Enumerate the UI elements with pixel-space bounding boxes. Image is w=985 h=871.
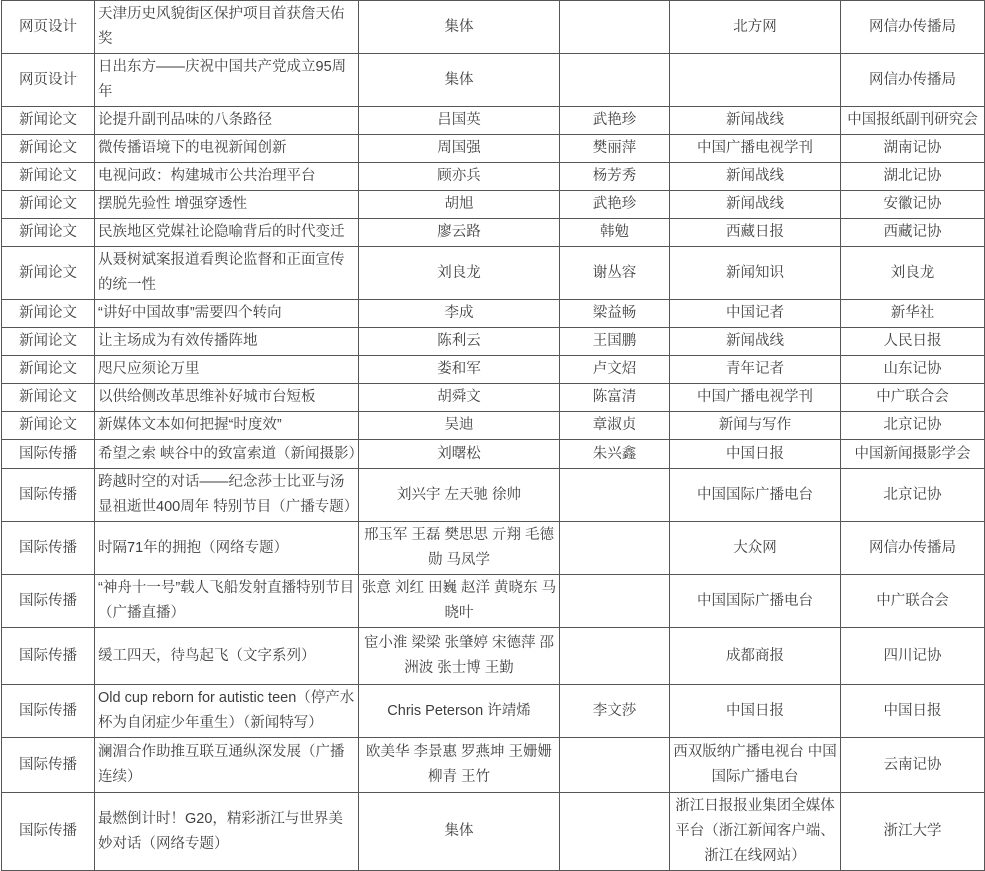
cell-title: 澜湄合作助推互联互通纵深发展（广播连续） [95,738,359,793]
cell-editors [560,469,670,522]
cell-recommender: 中国新闻摄影学会 [841,440,985,469]
cell-recommender: 北京记协 [841,412,985,440]
cell-authors: 周国强 [359,135,560,163]
cell-recommender: 中国日报 [841,685,985,738]
cell-title: 咫尺应须论万里 [95,356,359,384]
cell-category: 国际传播 [2,628,95,685]
table-row [2,107,985,135]
cell-publication: 中国广播电视学刊 [670,135,841,163]
table-row [2,793,985,871]
cell-category: 网页设计 [2,1,95,54]
cell-editors: 陈富清 [560,384,670,412]
cell-title: 希望之索 峡谷中的致富索道（新闻摄影） [95,440,359,469]
table-row [2,328,985,356]
cell-editors: 韩勉 [560,219,670,247]
cell-publication: 新闻战线 [670,191,841,219]
cell-publication: 浙江日报报业集团全媒体平台（浙江新闻客户端、浙江在线网站） [670,793,841,871]
table-row [2,163,985,191]
cell-authors: 集体 [359,793,560,871]
cell-recommender: 浙江大学 [841,793,985,871]
cell-editors: 谢丛容 [560,247,670,300]
cell-authors: 刘良龙 [359,247,560,300]
table-row [2,219,985,247]
cell-category: 新闻论文 [2,163,95,191]
cell-title: 新媒体文本如何把握“时度效” [95,412,359,440]
table-row [2,412,985,440]
cell-authors: 吕国英 [359,107,560,135]
cell-recommender: 湖北记协 [841,163,985,191]
cell-publication: 中国日报 [670,440,841,469]
cell-title: 以供给侧改革思维补好城市台短板 [95,384,359,412]
cell-authors: Chris Peterson 许靖烯 [359,685,560,738]
cell-editors: 武艳珍 [560,107,670,135]
cell-title: 跨越时空的对话——纪念莎士比亚与汤显祖逝世400周年 特别节目（广播专题） [95,469,359,522]
table-row [2,135,985,163]
cell-authors: 刘兴宇 左天驰 徐帅 [359,469,560,522]
cell-title: “讲好中国故事”需要四个转向 [95,300,359,328]
cell-publication: 中国国际广播电台 [670,469,841,522]
cell-authors: 廖云路 [359,219,560,247]
table-row [2,247,985,300]
cell-authors: 集体 [359,1,560,54]
cell-editors: 武艳珍 [560,191,670,219]
cell-publication: 北方网 [670,1,841,54]
cell-category: 新闻论文 [2,219,95,247]
cell-recommender: 四川记协 [841,628,985,685]
cell-publication: 成都商报 [670,628,841,685]
cell-title: 天津历史风貌街区保护项目首获詹天佑奖 [95,1,359,54]
cell-title: 最燃倒计时！G20，精彩浙江与世界美妙对话（网络专题） [95,793,359,871]
cell-publication [670,54,841,107]
cell-title: 摆脱先验性 增强穿透性 [95,191,359,219]
cell-category: 新闻论文 [2,384,95,412]
cell-title: 让主场成为有效传播阵地 [95,328,359,356]
cell-recommender: 湖南记协 [841,135,985,163]
cell-editors [560,522,670,575]
table-row [2,384,985,412]
cell-publication: 新闻战线 [670,163,841,191]
awards-table-body [2,1,985,871]
cell-authors: 陈利云 [359,328,560,356]
cell-editors [560,738,670,793]
cell-title: 日出东方——庆祝中国共产党成立95周年 [95,54,359,107]
cell-category: 国际传播 [2,738,95,793]
cell-editors [560,1,670,54]
cell-publication: 西双版纳广播电视台 中国国际广播电台 [670,738,841,793]
cell-authors: 李成 [359,300,560,328]
cell-recommender: 中广联合会 [841,384,985,412]
cell-recommender: 人民日报 [841,328,985,356]
cell-authors: 胡旭 [359,191,560,219]
cell-category: 新闻论文 [2,328,95,356]
cell-publication: 新闻与写作 [670,412,841,440]
cell-editors: 杨芳秀 [560,163,670,191]
cell-editors [560,628,670,685]
table-row [2,300,985,328]
table-row [2,54,985,107]
cell-publication: 新闻战线 [670,107,841,135]
cell-recommender: 北京记协 [841,469,985,522]
cell-title: “神舟十一号”载人飞船发射直播特别节目（广播直播） [95,575,359,628]
cell-editors: 朱兴鑫 [560,440,670,469]
table-row [2,685,985,738]
cell-editors: 樊丽萍 [560,135,670,163]
cell-category: 新闻论文 [2,300,95,328]
cell-title: 微传播语境下的电视新闻创新 [95,135,359,163]
cell-title: 缓工四天，待鸟起飞（文字系列） [95,628,359,685]
table-row [2,522,985,575]
cell-category: 新闻论文 [2,247,95,300]
cell-title: 电视问政：构建城市公共治理平台 [95,163,359,191]
cell-category: 国际传播 [2,440,95,469]
cell-recommender: 刘良龙 [841,247,985,300]
cell-authors: 张意 刘红 田巍 赵洋 黄晓东 马晓叶 [359,575,560,628]
cell-publication: 中国记者 [670,300,841,328]
cell-editors [560,793,670,871]
cell-category: 国际传播 [2,522,95,575]
cell-title: 民族地区党媒社论隐喻背后的时代变迁 [95,219,359,247]
cell-editors: 章淑贞 [560,412,670,440]
cell-authors: 胡舜文 [359,384,560,412]
cell-publication: 新闻知识 [670,247,841,300]
cell-authors: 宦小淮 梁梁 张肇婷 宋德萍 邵洲波 张士博 王勤 [359,628,560,685]
table-row [2,628,985,685]
cell-recommender: 网信办传播局 [841,522,985,575]
cell-recommender: 新华社 [841,300,985,328]
cell-authors: 欧美华 李景惠 罗燕坤 王姗姗 柳青 王竹 [359,738,560,793]
cell-authors: 顾亦兵 [359,163,560,191]
cell-recommender: 中国报纸副刊研究会 [841,107,985,135]
table-row [2,469,985,522]
cell-editors: 卢文炤 [560,356,670,384]
cell-authors: 刘曙松 [359,440,560,469]
table-row [2,575,985,628]
cell-recommender: 安徽记协 [841,191,985,219]
cell-title: 论提升副刊品味的八条路径 [95,107,359,135]
cell-recommender: 云南记协 [841,738,985,793]
cell-recommender: 网信办传播局 [841,54,985,107]
cell-recommender: 网信办传播局 [841,1,985,54]
cell-category: 新闻论文 [2,356,95,384]
table-row [2,356,985,384]
cell-category: 国际传播 [2,793,95,871]
cell-publication: 中国广播电视学刊 [670,384,841,412]
cell-category: 网页设计 [2,54,95,107]
cell-category: 国际传播 [2,575,95,628]
cell-publication: 新闻战线 [670,328,841,356]
cell-editors: 王国鹏 [560,328,670,356]
cell-recommender: 西藏记协 [841,219,985,247]
cell-editors: 李文莎 [560,685,670,738]
cell-publication: 西藏日报 [670,219,841,247]
cell-publication: 大众网 [670,522,841,575]
cell-authors: 吴迪 [359,412,560,440]
cell-category: 新闻论文 [2,412,95,440]
cell-editors [560,575,670,628]
cell-title: Old cup reborn for autistic teen（停产水杯为自闭症少年重生）（新闻特写） [95,685,359,738]
cell-publication: 中国日报 [670,685,841,738]
table-row [2,191,985,219]
table-row [2,738,985,793]
cell-category: 新闻论文 [2,191,95,219]
cell-title: 从聂树斌案报道看舆论监督和正面宣传的统一性 [95,247,359,300]
table-row [2,1,985,54]
cell-publication: 青年记者 [670,356,841,384]
cell-category: 新闻论文 [2,107,95,135]
table-row [2,440,985,469]
cell-category: 国际传播 [2,469,95,522]
cell-editors: 梁益畅 [560,300,670,328]
cell-authors: 集体 [359,54,560,107]
cell-authors: 邢玉军 王磊 樊思思 亓翔 毛德勋 马凤学 [359,522,560,575]
cell-category: 新闻论文 [2,135,95,163]
cell-category: 国际传播 [2,685,95,738]
cell-publication: 中国国际广播电台 [670,575,841,628]
cell-recommender: 山东记协 [841,356,985,384]
awards-table [1,0,985,871]
cell-editors [560,54,670,107]
cell-recommender: 中广联合会 [841,575,985,628]
cell-authors: 娄和军 [359,356,560,384]
cell-title: 时隔71年的拥抱（网络专题） [95,522,359,575]
